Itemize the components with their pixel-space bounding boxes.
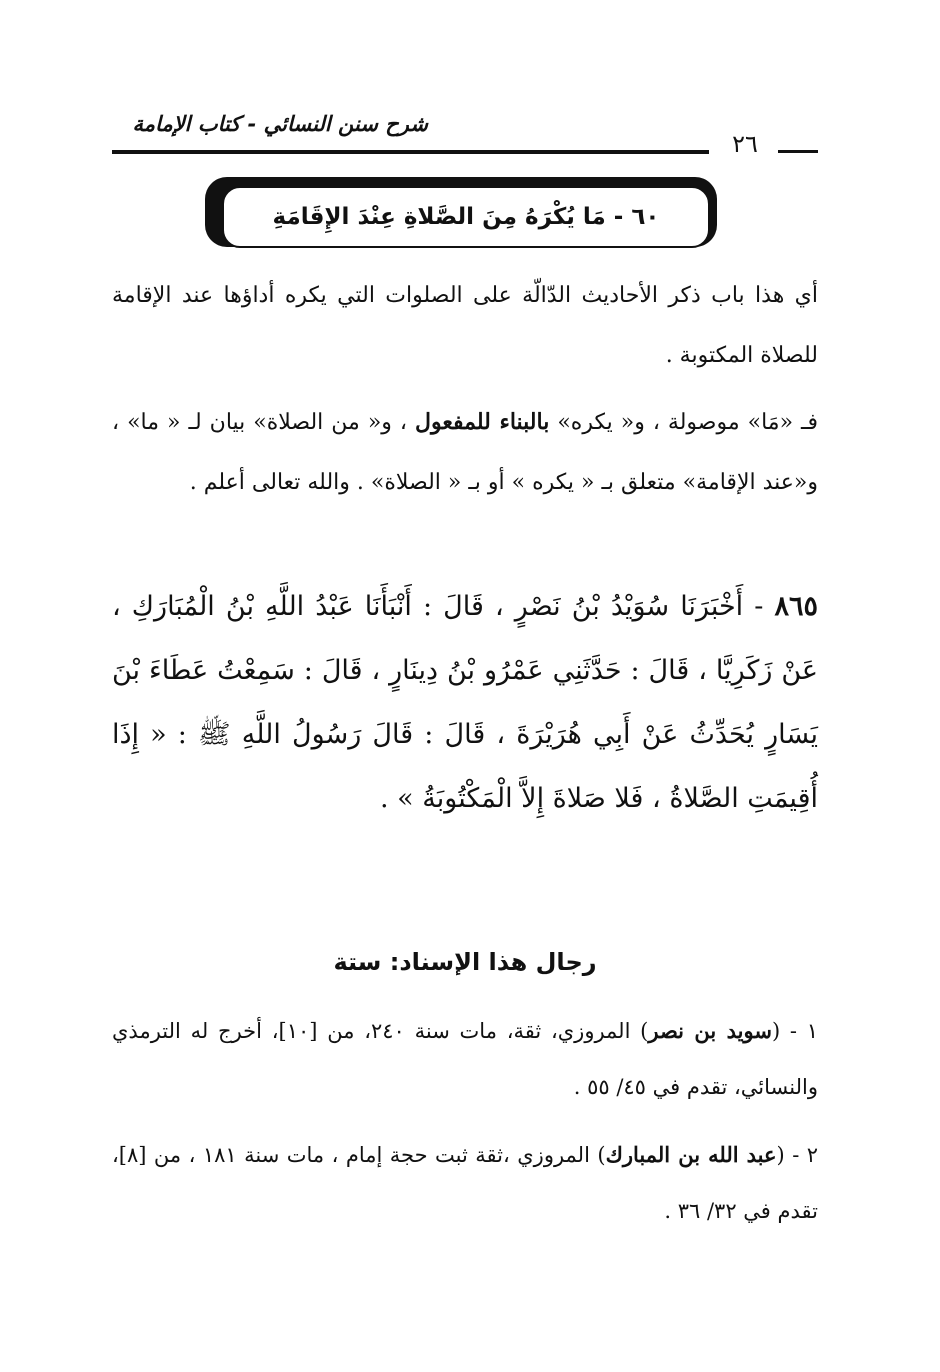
grammar-paragraph	[112, 392, 818, 513]
page-number-dash	[778, 150, 818, 153]
grammar-text-2: ، و« من الصلاة» بيان لـ « ما» ، و«عند الإقامة» متعلق بـ « يكره » أو بـ « الصلاة» . والله تعالى أعلم .	[112, 410, 818, 495]
narrator-name: سويد بن نصر	[648, 1018, 772, 1043]
rijal-heading: رجال هذا الإسناد: ستة	[333, 948, 597, 976]
narrator-text: ) المروزي، ثقة، مات سنة ٢٤٠، من [١٠]، أخرج له الترمذي والنسائي، تقدم في ٤٥/ ٥٥ .	[112, 1019, 818, 1099]
header-rule	[112, 150, 709, 154]
page-number: ٢٦	[732, 130, 758, 158]
narrator-name: عبد الله بن المبارك	[605, 1142, 777, 1167]
hadith-number: ٨٦٥	[774, 591, 818, 622]
chapter-box	[222, 186, 710, 248]
running-title: شرح سنن النسائي - كتاب الإمامة	[132, 112, 428, 136]
grammar-text-1: فـ «مَا» موصولة ، و« يكره»	[549, 410, 818, 435]
narrator-entry	[112, 1127, 818, 1239]
narrator-entry	[112, 1003, 818, 1115]
intro-paragraph: أي هذا باب ذكر الأحاديث الدّالّة على الصلوات التي يكره أداؤها عند الإقامة للصلاة المكتوبة .	[112, 283, 818, 368]
narrator-text: ) المروزي ،ثقة ثبت حجة إمام ، مات سنة ١٨١ ، من [٨]، تقدم في ٣٢/ ٣٦ .	[112, 1143, 818, 1223]
narrator-prefix: ١ - (	[771, 1019, 819, 1043]
narrator-prefix: ٢ - (	[776, 1143, 819, 1167]
hadith-paragraph	[112, 575, 818, 831]
hadith-text: - أَخْبَرَنَا سُوَيْدُ بْنُ نَصْرٍ ، قَالَ : أَنْبَأَنَا عَبْدُ اللَّهِ بْنُ الْمُبَارَكِ ، عَنْ زَكَرِيَّا ، قَالَ : حَدَّثَنِي عَمْرُو بْنُ دِينَارٍ ، قَالَ : سَمِعْتُ عَطَاءَ بْنَ يَسَارٍ يُحَدِّثُ عَنْ أَبِي هُرَيْرَةَ ، قَالَ : قَالَ رَسُولُ اللَّهِ ﷺ : « إِذَا أُقِيمَتِ الصَّلاةُ ، فَلا صَلاةَ إِلاَّ الْمَكْتُوبَةُ » .	[112, 591, 818, 814]
grammar-bold-term: بالبناء للمفعول	[415, 409, 550, 435]
chapter-title: ٦٠ - مَا يُكْرَهُ مِنَ الصَّلاةِ عِنْدَ الإِقَامَةِ	[272, 204, 660, 230]
